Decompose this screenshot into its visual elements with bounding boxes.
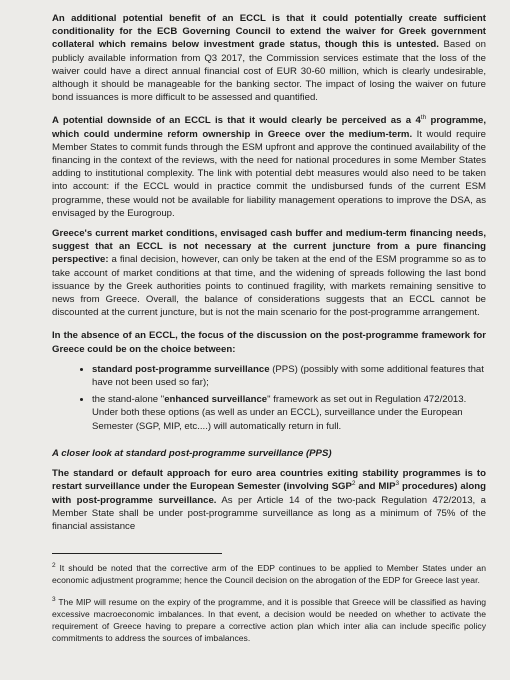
footnote-divider [52,553,222,554]
paragraph-standard-lead-b: and MIP [355,481,396,493]
paragraph-absence-eccl [52,329,486,355]
section-subheading: A closer look at standard post-programme surveillance (PPS) [52,447,332,459]
paragraph-absence-lead: In the absence of an ECCL, the focus of the discussion on the post-programme framework for Greece could be on the choice between: [52,330,486,355]
paragraph-downside-lead-b: programme, which could undermine reform ownership in Greece over the medium-term. [52,115,486,140]
option-pps-lead: standard post-programme surveillance [92,363,270,375]
paragraph-market-body: a final decision, however, can only be taken at the end of the ESM programme so as to take account of market conditions at that time, and the widening of spreads following the last bond issuance by the Greek authorities points to continued fragility, with markets remaining sensitive to news from Greece. Overall, the balance of considerations suggests that an ECCL cannot be discounted at the current juncture, but is not the main scenario for the post-programme arrangement. [52,254,486,319]
paragraph-market-lead: Greece's current market conditions, envisaged cash buffer and medium-term financing needs, suggest that an ECCL is not necessary at the current juncture from a pure financing perspective: [52,228,486,266]
superscript-th: th [420,114,427,122]
paragraph-standard-lead-c: procedures) along with post-programme surveillance. [52,481,486,506]
footnote-ref-3: 3 [395,480,400,488]
paragraph-standard-approach [52,467,486,533]
options-list [52,363,486,433]
paragraph-downside [52,114,486,220]
paragraph-downside-body: It would require Member States to commit funds through the ESM upfront and approve the continued availability of the financing in the context of the reviews, with the need for national procedures in some Member States adding to institutional complexity. The link with potential debt measures would also need to be taken into account: if the ECCL would in practice commit the undisbursed funds of the current ESM programme, these would not be available for liability management operations to improve the DSA, as envisaged by the Eurogroup. [52,128,486,219]
footnote-3 [52,596,486,644]
list-item [92,393,486,433]
footnote-number: 3 [52,596,56,604]
paragraph-waiver-lead: An additional potential benefit of an ECCL is that it could potentially create sufficient conditionality for the ECB Governing Council to extend the waiver for Greek government collateral which remains below investment grade status, though this is untested. [52,13,486,51]
paragraph-standard-body: As per Article 14 of the two-pack Regulation 472/2013, a Member State shall be under post-programme surveillance as long as a minimum of 75% of the financial assistance [52,494,486,532]
footnote-number: 2 [52,562,56,570]
option-enhanced-lead: enhanced surveillance [164,394,268,406]
option-enhanced-body: " framework as set out in Regulation 472/2013. Under both these options (as well as under an ECCL), surveillance under the European Semester (SGP, MIP, etc....) will automatically return in full. [92,394,467,432]
option-enhanced-prefix: the stand-alone " [92,394,165,406]
footnote-text: The MIP will resume on the expiry of the programme, and it is possible that Greece will be classified as having excessive macroeconomic imbalances. In that event, a decision would be needed on whether to activate the requirement of Greece having to prepare a corrective action plan which inter alia can include specific policy commitments to address the sources of imbalances. [52,597,486,644]
paragraph-downside-lead-a: A potential downside of an ECCL is that it would clearly be perceived as a 4 [52,115,421,127]
paragraph-market-conditions [52,227,486,319]
paragraph-standard-lead-a: The standard or default approach for euro area countries exiting stability programmes is to restart surveillance under the European Semester (involving SGP [52,468,486,493]
list-item [92,363,486,389]
paragraph-waiver-body: Based on publicly available information from Q3 2017, the Commission services estimate that the loss of the waiver could have a direct annual financial cost of EUR 30-60 million, which is clearly undesirable, although it should be manageable for the banking sector. The impact of losing the waiver on future bond issuances is more difficult to be assessed and quantified. [52,39,486,104]
footnote-text: It should be noted that the corrective arm of the EDP continues to be applied to Member States under an economic adjustment programme; hence the Council decision on the abrogation of the EDP for Greece last year. [52,563,486,586]
paragraph-waiver [52,12,486,104]
footnote-ref-2: 2 [351,480,356,488]
option-pps-body: (PPS) (possibly with some additional features that have not been used so far); [92,363,484,389]
footnote-2 [52,562,486,586]
